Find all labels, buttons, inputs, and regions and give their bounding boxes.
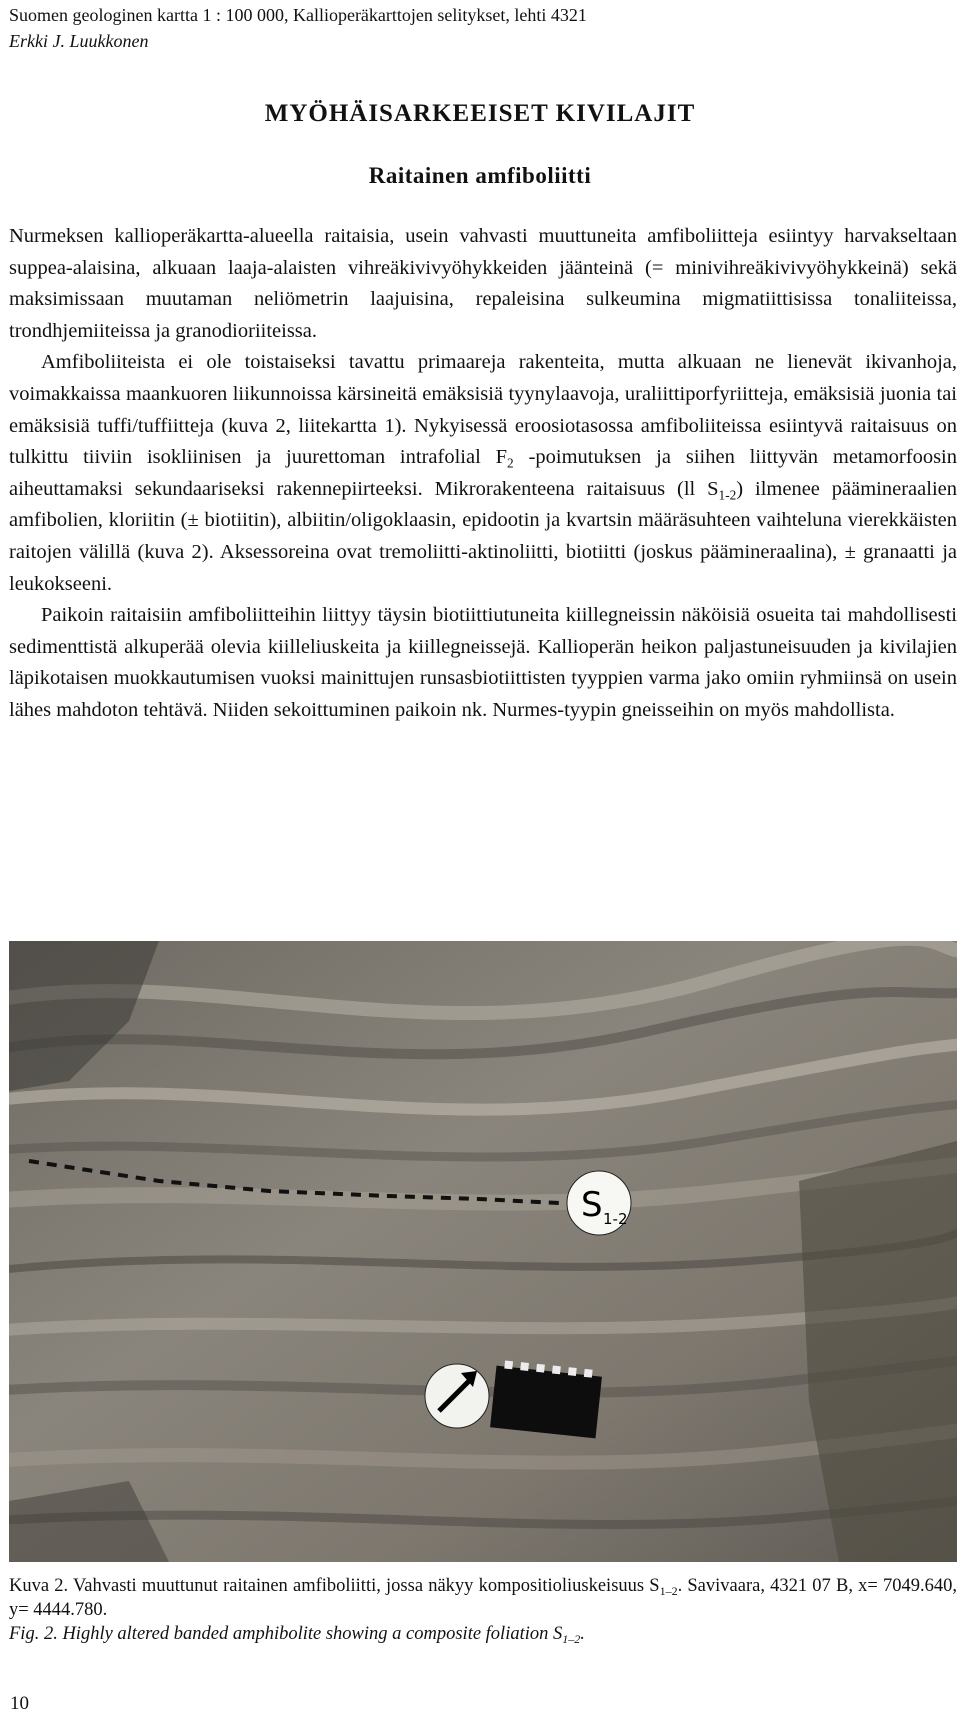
paragraph-2 xyxy=(9,347,957,600)
paragraph-1: Nurmeksen kallioperäkartta-alueella raitaisia, usein vahvasti muuttuneita amfiboliitteja esiintyy harvakseltaan suppea-alaisina, alkuaan laaja-alaisten vihreäkivivyöhykkeiden jäänteinä (= minivihreäkivivyöhykkeinä) sekä maksimissaan muutaman neliömetrin laajuisina, repaleisina sulkeumina migmatiittisissa tonaliiteissa, trondhjemiiteissa ja granodioriiteissa. xyxy=(9,225,957,342)
caption-english-part-b: . xyxy=(580,1624,585,1644)
section-title: MYÖHÄISARKEEISET KIVILAJIT xyxy=(264,100,696,127)
body-text xyxy=(9,221,957,727)
paragraph-2-part-c: ) ilmenee päämineraalien amfibolien, kloriitin (± biotiitin), albiitin/oligoklaasin, epidootin ja kvartsin määräsuhteen vaihteluna vierekkäisten raitojen välillä (kuva 2). Aksessoreina ovat tremoliitti-aktinoliitti, biotiitti (joskus päämineraalina), ± granaatti ja leukokseeni. xyxy=(9,477,957,595)
author-name: Erkki J. Luukkonen xyxy=(9,31,149,51)
paragraph-2-part-a: Amfiboliiteista ei ole toistaiseksi tavattu primaareja rakenteita, mutta alkuaan ne lienevät ikivanhoja, voimakkaissa maankuoren liikunnoissa kärsineitä emäksisiä tyynylaavoja, uraliittiporfyriitteja, emäksisiä juonia tai emäksisiä tuffi/tuffiitteja (kuva 2, liitekartta 1). Nykyisessä eroosiotasossa amfiboliiteissa esiintyvä raitaisuus on tulkittu tiiviin isokliinisen ja juurettoman intrafolial F xyxy=(9,351,957,469)
page-number: 10 xyxy=(10,1693,29,1714)
foliation-label-subscript: 1-2 xyxy=(603,1210,628,1228)
outcrop-photo xyxy=(9,941,957,1562)
paragraph-2-subscript-2: 1-2 xyxy=(718,487,737,503)
caption-finnish-subscript: 1–2 xyxy=(659,1584,678,1599)
outcrop-photo-drawing xyxy=(9,941,957,1562)
paragraph-3: Paikoin raitaisiin amfiboliitteihin liittyy täysin biotiittiutuneita kiillegneissin näköisiä osueita tai mahdollisesti sedimenttistä alkuperää olevia kiilleliuskeita ja kiillegneissejä. Kallioperän heikon paljastuneisuuden ja kivilajien läpikotaisen muokkautumisen vuoksi mainittujen runsasbiotiittisten tyyppien varma jako omiin ryhmiinsä on usein lähes mahdoton tehtävä. Niiden sekoittuminen paikoin nk. Nurmes-tyypin gneisseihin on myös mahdollista. xyxy=(9,604,957,721)
foliation-label-letter: S xyxy=(581,1185,603,1225)
running-header xyxy=(9,2,587,54)
series-title: Suomen geologinen kartta 1 : 100 000, Kallioperäkarttojen selitykset, lehti 4321 xyxy=(9,5,587,25)
paragraph-2-subscript-1: 2 xyxy=(507,455,514,471)
foliation-label-marker xyxy=(567,1171,631,1235)
caption-english xyxy=(9,1622,957,1646)
caption-finnish xyxy=(9,1574,957,1622)
compass-scale xyxy=(425,1360,602,1438)
caption-english-subscript: 1–2 xyxy=(562,1632,581,1647)
paragraph-2-part-b: -poimutuksen ja siihen liittyvän metamorfoosin aiheuttamaksi sekundaariseksi rakennepiirteeksi. Mikrorakenteena raitaisuus (ll S xyxy=(9,446,957,500)
caption-finnish-part-b: . Savivaara, 4321 07 B, x= 7049.640, y= 4444.780. xyxy=(9,1576,957,1620)
caption-finnish-part-a: Kuva 2. Vahvasti muuttunut raitainen amfiboliitti, jossa näkyy kompositioliuskeisuus S xyxy=(9,1576,660,1596)
figure-caption xyxy=(9,1574,957,1646)
caption-english-part-a: Fig. 2. Highly altered banded amphibolite showing a composite foliation S xyxy=(9,1624,563,1644)
subsection-title: Raitainen amfiboliitti xyxy=(368,163,592,188)
